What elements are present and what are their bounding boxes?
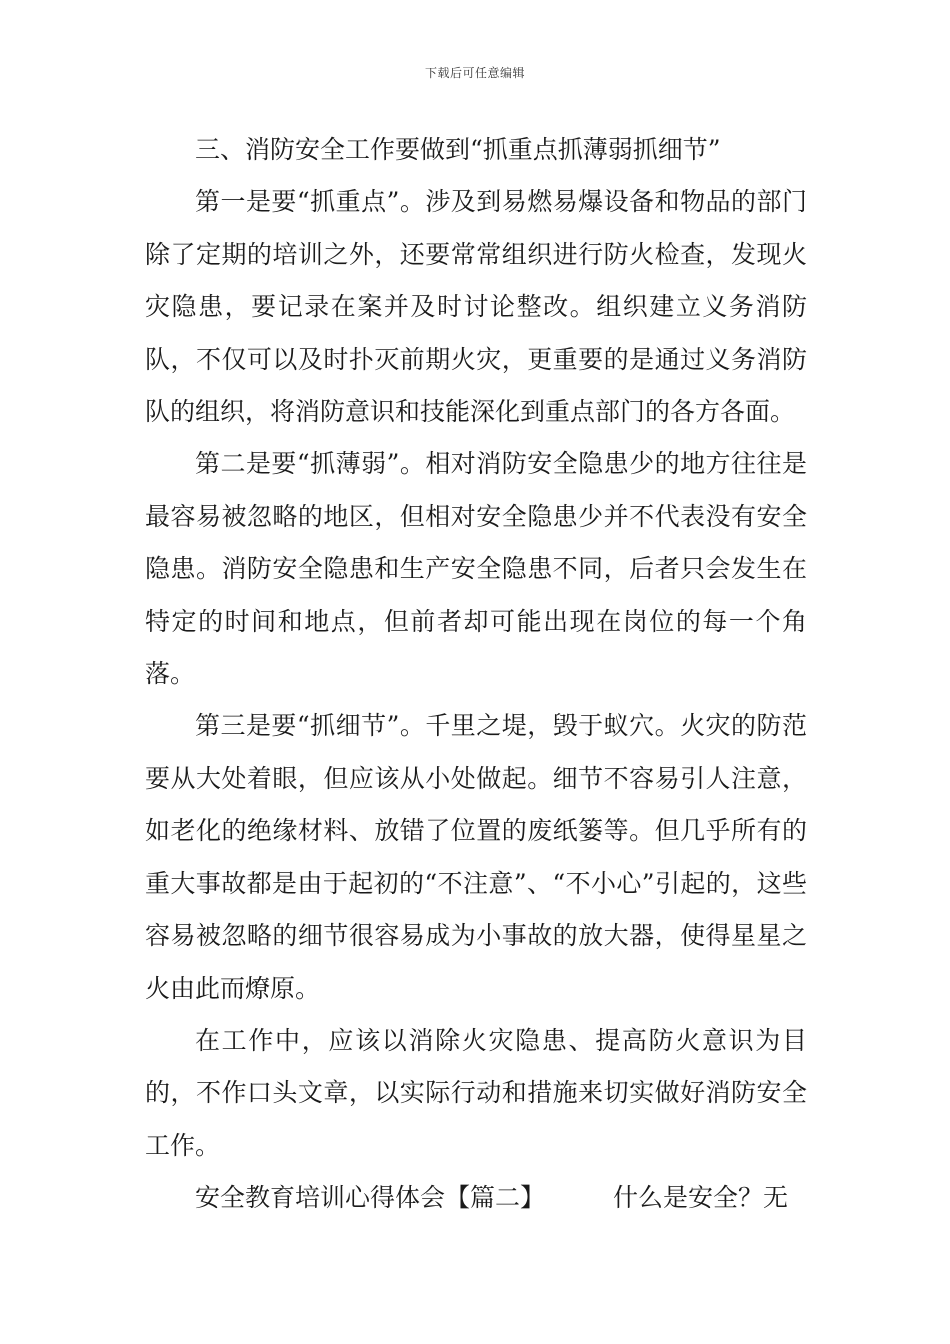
- next-section-line: [145, 1172, 807, 1224]
- next-section-title: 安全教育培训心得体会【篇二】: [195, 1183, 546, 1213]
- next-section-lead: 什么是安全？无: [613, 1183, 789, 1213]
- paragraph-weak-points: 第二是要“抓薄弱”。相对消防安全隐患少的地方往往是最容易被忽略的地区，但相对安全隐患少并不代表没有安全隐患。消防安全隐患和生产安全隐患不同，后者只会发生在特定的时间和地点，但前者却可能出现在岗位的每一个角落。: [145, 449, 807, 689]
- paragraph-key-points: 第一是要“抓重点”。涉及到易燃易爆设备和物品的部门除了定期的培训之外，还要常常组织进行防火检查，发现火灾隐患，要记录在案并及时讨论整改。组织建立义务消防队，不仅可以及时扑灭前期火灾，更重要的是通过义务消防队的组织，将消防意识和技能深化到重点部门的各方各面。: [145, 187, 807, 427]
- paragraph-conclusion: 在工作中，应该以消除火灾隐患、提高防火意识为目的，不作口头文章，以实际行动和措施来切实做好消防安全工作。: [145, 1025, 807, 1160]
- page-header: 下载后可任意编辑: [424, 66, 525, 80]
- document-body: [145, 124, 807, 1225]
- paragraph-details: 第三是要“抓细节”。千里之堤，毁于蚁穴。火灾的防范要从大处着眼，但应该从小处做起。细节不容易引人注意，如老化的绝缘材料、放错了位置的废纸篓等。但几乎所有的重大事故都是由于起初的“不注意”、“不小心”引起的，这些容易被忽略的细节很容易成为小事故的放大器，使得星星之火由此而燎原。: [145, 711, 807, 1003]
- section-heading: 三、消防安全工作要做到“抓重点抓薄弱抓细节”: [195, 135, 721, 164]
